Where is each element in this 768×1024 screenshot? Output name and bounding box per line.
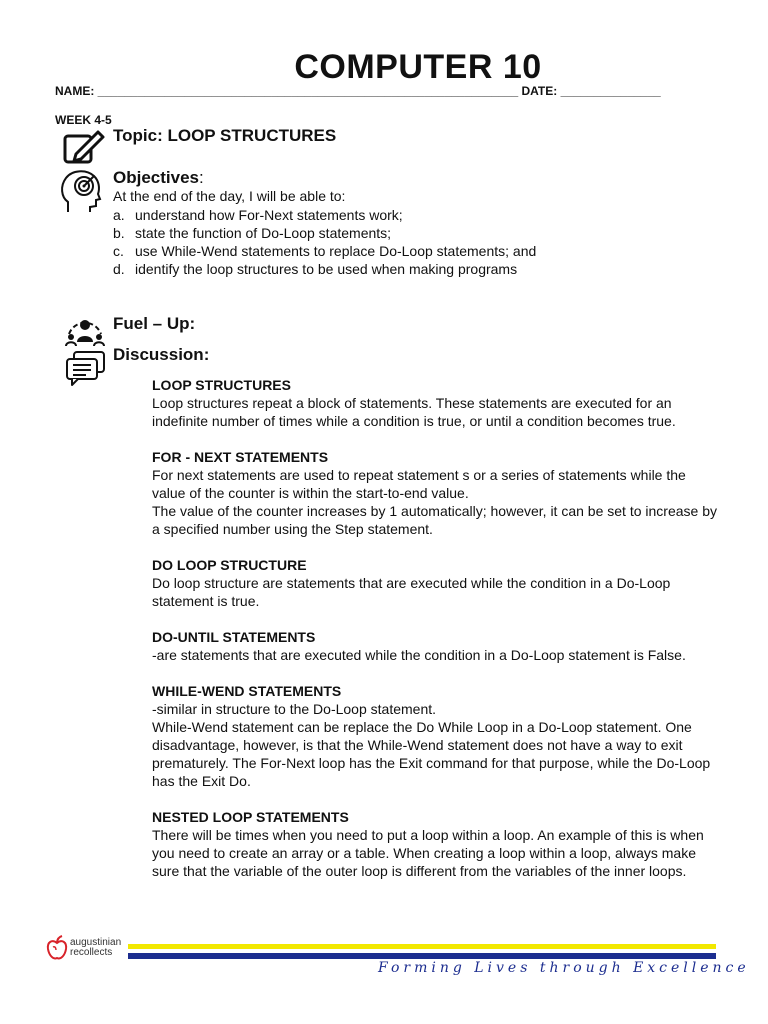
apple-logo-icon: [46, 935, 68, 961]
section-text: Do loop structure are statements that are executed while the condition in a Do-Loop statement is true.: [152, 575, 671, 609]
section-title: LOOP STRUCTURES: [152, 377, 291, 393]
section-do-until: [152, 628, 722, 664]
list-item: b. state the function of Do-Loop statements;: [113, 225, 392, 241]
fuel-up-heading: Fuel – Up:: [113, 314, 196, 333]
week-label: WEEK 4-5: [55, 113, 112, 127]
footer-motto: Forming Lives through Excellence: [378, 960, 750, 976]
name-date-line: [55, 84, 661, 98]
name-label: NAME:: [55, 84, 95, 98]
list-item: a. understand how For-Next statements work;: [113, 207, 403, 223]
discussion-heading: Discussion:: [113, 345, 210, 364]
head-target-icon: [58, 166, 104, 214]
topic-line: [113, 126, 336, 146]
section-text: The value of the counter increases by 1 automatically; however, it can be set to increase by a specified number using the Step statement.: [152, 503, 717, 537]
group-icon: [63, 312, 107, 348]
section-text: -similar in structure to the Do-Loop statement.: [152, 701, 437, 717]
section-title: WHILE-WEND STATEMENTS: [152, 683, 342, 699]
section-text: For next statements are used to repeat statement s or a series of statements while the value of the counter is within the start-to-end value.: [152, 467, 686, 501]
section-while-wend: [152, 682, 722, 790]
section-do-loop: [152, 556, 722, 610]
section-title: DO LOOP STRUCTURE: [152, 557, 307, 573]
date-label: DATE:: [521, 84, 558, 98]
list-item: d. identify the loop structures to be used when making programs: [113, 261, 518, 277]
footer-blue-bar: [128, 953, 716, 959]
section-title: DO-UNTIL STATEMENTS: [152, 629, 316, 645]
section-for-next: [152, 448, 722, 538]
section-text: While-Wend statement can be replace the Do While Loop in a Do-Loop statement. One disadvantage, however, is that the While-Wend statement does not have a way to exit prematurely. The For-Next loop has the Exit command for that purpose, while the Do-Loop has the Exit Do.: [152, 719, 711, 789]
section-title: NESTED LOOP STATEMENTS: [152, 809, 349, 825]
section-nested-loop: [152, 808, 722, 880]
topic-value: LOOP STRUCTURES: [167, 126, 337, 145]
objectives-heading: Objectives:: [113, 168, 204, 187]
edit-icon: [62, 128, 106, 166]
section-text: Loop structures repeat a block of statements. These statements are executed for an indefinite number of times while a condition is true, or until a condition becomes true.: [152, 395, 676, 429]
date-blank: _______________: [560, 84, 661, 98]
section-loop-structures: [152, 376, 722, 430]
chat-icon: [64, 350, 106, 386]
section-text: -are statements that are executed while the condition in a Do-Loop statement is False.: [152, 647, 686, 663]
objectives-list: [113, 206, 536, 278]
section-text: There will be times when you need to put a loop within a loop. An example of this is when you need to create an array or a table. When creating a loop within a loop, always make sure that the variable of the outer loop is different from the variables of the inner loops.: [152, 827, 704, 879]
footer-logo-text: augustinian recollects: [70, 937, 122, 958]
objectives-intro: At the end of the day, I will be able to:: [113, 188, 346, 204]
discussion-sections: [152, 376, 722, 898]
name-blank: _______________________________________________________________: [97, 84, 519, 98]
page-title: COMPUTER 10: [294, 48, 542, 86]
list-item: c. use While-Wend statements to replace Do-Loop statements; and: [113, 243, 537, 259]
footer-yellow-bar: [128, 944, 716, 949]
topic-label: Topic:: [113, 126, 163, 145]
section-title: FOR - NEXT STATEMENTS: [152, 449, 329, 465]
